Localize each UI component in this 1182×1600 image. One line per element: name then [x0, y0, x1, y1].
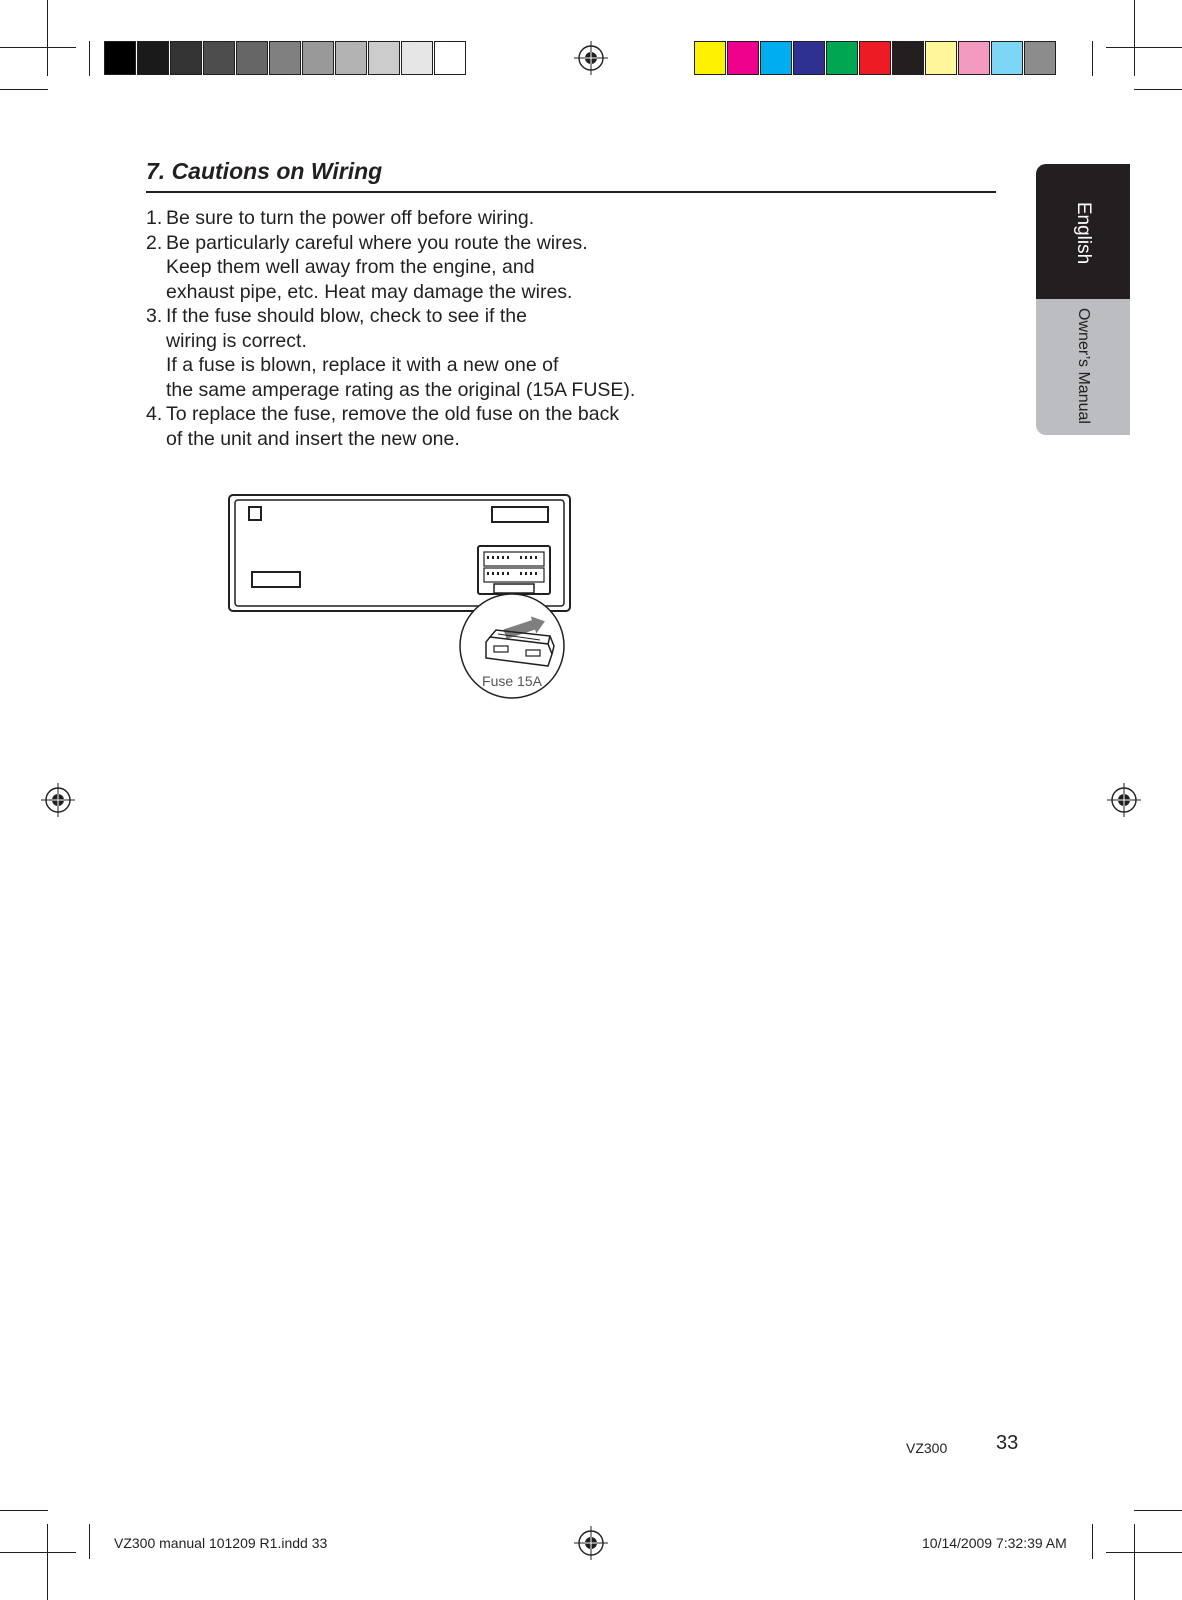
grayscale-swatch: [401, 41, 433, 75]
color-swatch: [925, 41, 957, 75]
grayscale-swatch: [335, 41, 367, 75]
caution-item: [146, 402, 635, 451]
grayscale-swatch: [236, 41, 268, 75]
crop-mark: [89, 1524, 90, 1559]
caution-item-text: Keep them well away from the engine, and: [166, 256, 535, 278]
crop-mark: [1106, 1552, 1182, 1553]
manual-tab-label: Owner’s Manual: [1075, 308, 1092, 424]
caution-item-text: Be sure to turn the power off before wiring.: [166, 207, 535, 229]
caution-item-text: If a fuse is blown, replace it with a new one of: [166, 354, 559, 376]
crop-mark: [1106, 47, 1182, 48]
crop-mark: [1134, 1524, 1135, 1600]
crop-mark: [1134, 89, 1182, 90]
caution-item: [146, 304, 635, 402]
color-swatch: [694, 41, 726, 75]
caution-item-number: 1.: [146, 207, 163, 229]
caution-item-number: 3.: [146, 305, 163, 327]
crop-mark: [0, 89, 48, 90]
caution-item-text: of the unit and insert the new one.: [166, 427, 460, 450]
language-tab-label: English: [1073, 201, 1094, 265]
crop-mark: [1134, 1510, 1182, 1511]
wiring-cautions-list: [146, 206, 635, 451]
section-title: 7. Cautions on Wiring: [146, 158, 383, 184]
color-swatch: [826, 41, 858, 75]
language-tab: [1036, 164, 1130, 299]
caution-item-text: exhaust pipe, etc. Heat may damage the wires.: [166, 280, 573, 303]
grayscale-swatch: [104, 41, 136, 75]
crop-mark: [0, 1510, 48, 1511]
crop-mark: [1092, 41, 1093, 76]
crop-mark: [0, 47, 76, 48]
caution-item-number: 2.: [146, 231, 163, 254]
grayscale-swatch: [170, 41, 202, 75]
crop-mark: [0, 1552, 76, 1553]
crop-mark: [1134, 0, 1135, 76]
crop-mark: [1092, 1524, 1093, 1559]
grayscale-swatch: [368, 41, 400, 75]
grayscale-swatch: [137, 41, 169, 75]
fuse-label: Fuse 15A: [482, 673, 542, 689]
color-swatch: [727, 41, 759, 75]
registration-mark-icon: [1107, 783, 1141, 817]
page-number: 33: [996, 1432, 1019, 1454]
crop-mark: [47, 1524, 48, 1600]
color-swatch: [859, 41, 891, 75]
color-swatch: [991, 41, 1023, 75]
grayscale-swatch: [269, 41, 301, 75]
crop-mark: [47, 0, 48, 76]
unit-back-fuse-diagram: [228, 494, 573, 709]
crop-mark: [89, 41, 90, 76]
footer-model: VZ300: [906, 1440, 948, 1456]
caution-item-text: Be particularly careful where you route the wires.: [166, 231, 588, 254]
grayscale-swatch: [203, 41, 235, 75]
caution-item: [146, 231, 635, 305]
print-slug-date: 10/14/2009 7:32:39 AM: [922, 1535, 1067, 1551]
registration-mark-icon: [574, 41, 608, 75]
manual-tab: [1036, 299, 1130, 435]
caution-item-text: If the fuse should blow, check to see if the: [166, 305, 527, 327]
color-swatch: [760, 41, 792, 75]
title-rule: [146, 191, 996, 193]
caution-item-text: wiring is correct.: [166, 329, 307, 352]
color-swatch: [793, 41, 825, 75]
caution-item-number: 4.: [146, 403, 163, 425]
print-slug-file: VZ300 manual 101209 R1.indd 33: [114, 1535, 328, 1551]
registration-mark-icon: [574, 1526, 608, 1560]
caution-item: [146, 206, 635, 231]
caution-item-text: the same amperage rating as the original (15A FUSE).: [166, 378, 636, 401]
color-swatch: [1024, 41, 1056, 75]
color-swatch: [892, 41, 924, 75]
fuse-socket: [494, 584, 534, 593]
grayscale-swatch: [302, 41, 334, 75]
caution-item-text: To replace the fuse, remove the old fuse on the back: [166, 403, 620, 425]
color-swatch: [958, 41, 990, 75]
grayscale-swatch: [434, 41, 466, 75]
registration-mark-icon: [41, 783, 75, 817]
